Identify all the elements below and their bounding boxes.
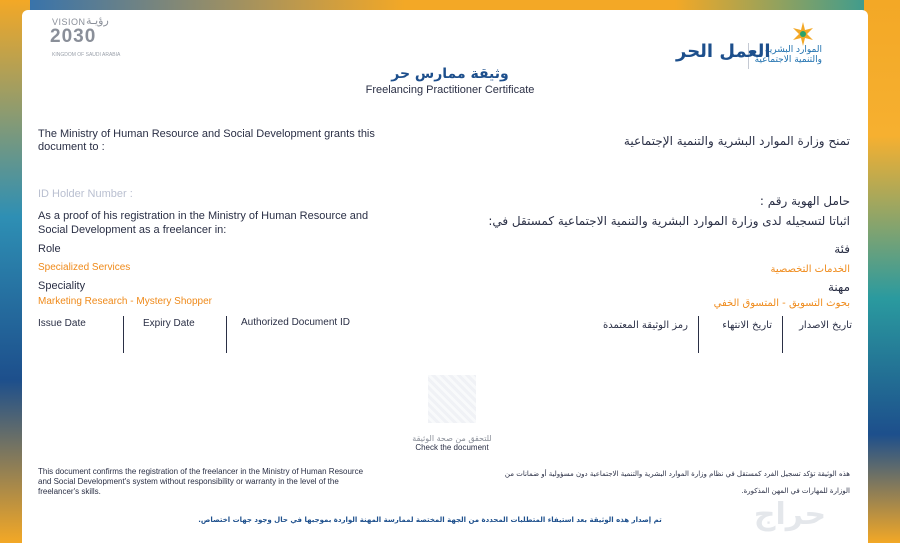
title-english: Freelancing Practitioner Certificate — [365, 84, 535, 96]
disclaimer-en-2: and Social Development's system without responsibility or warranty in the level of the — [38, 477, 339, 486]
ministry-star-icon — [786, 21, 820, 47]
proof-en-2: Social Development as a freelancer in: — [38, 224, 227, 236]
vision-label: VISION — [52, 17, 86, 27]
grants-en-2: document to : — [38, 141, 105, 153]
speciality-value-en: Marketing Research - Mystery Shopper — [38, 296, 212, 307]
vision-year: 2030 — [50, 26, 97, 47]
disclaimer-ar: هذه الوثيقة تؤكد تسجيل الفرد كمستقل في نظام وزارة الموارد البشرية والتنمية الاجتماعية دون مسؤولية أو ضمانات من — [504, 470, 850, 478]
verify-label-ar: للتحقق من صحة الوثيقة — [412, 434, 492, 443]
watermark-text: حراج — [753, 497, 827, 532]
id-holder-ar: حامل الهوية رقم : — [759, 194, 850, 208]
id-holder-en: ID Holder Number : — [38, 188, 133, 200]
title-arabic: وثيقة ممارس حر — [391, 66, 509, 82]
vision-arabic: رؤيـة — [86, 14, 109, 27]
vision-kingdom: KINGDOM OF SAUDI ARABIA — [52, 52, 121, 58]
grants-ar: تمنح وزارة الموارد البشرية والتنمية الإجتماعية — [623, 134, 850, 148]
freelance-logo: العمل الحر — [676, 41, 771, 62]
disclaimer-en: This document confirms the registration of the freelancer in the Ministry of Human Resource — [38, 467, 364, 476]
role-label-en: Role — [38, 243, 61, 255]
role-value-ar: الخدمات التخصصية — [770, 264, 850, 275]
divider — [698, 316, 699, 353]
doc-id-label-en: Authorized Document ID — [241, 317, 350, 328]
expiry-date-label-ar: تاريخ الانتهاء — [722, 320, 772, 331]
role-value-en: Specialized Services — [38, 262, 131, 273]
divider — [782, 316, 783, 353]
divider — [123, 316, 124, 353]
speciality-label-en: Speciality — [38, 280, 86, 292]
role-label-ar: فئة — [834, 242, 850, 256]
proof-en: As a proof of his registration in the Ministry of Human Resource and — [38, 210, 369, 222]
doc-id-label-ar: رمز الوثيقة المعتمدة — [603, 320, 688, 331]
divider — [226, 316, 227, 353]
grants-en: The Ministry of Human Resource and Social Development grants this — [38, 128, 375, 140]
watermark-logo — [690, 497, 890, 537]
ministry-logo-text: الموارد البشرية والتنمية الاجتماعية — [754, 45, 822, 65]
expiry-date-label-en: Expiry Date — [143, 318, 195, 329]
proof-ar: اثباتا لتسجيله لدى وزارة الموارد البشرية والتنمية الاجتماعية كمستقل في: — [488, 214, 850, 228]
issue-date-label-en: Issue Date — [38, 318, 86, 329]
verify-label-en: Check the document — [415, 443, 489, 452]
footer-ar: تم إصدار هذه الوثيقة بعد استيفاء المتطلبات المحددة من الجهة المختصة لممارسة المهنة الواردة بموجبها في حال وجود جهات اختصاص. — [198, 516, 662, 524]
right-stripe — [864, 0, 900, 543]
qr-code[interactable] — [428, 375, 476, 423]
speciality-label-ar: مهنة — [827, 280, 850, 294]
disclaimer-en-3: freelancer's skills. — [38, 487, 101, 496]
issue-date-label-ar: تاريخ الاصدار — [799, 320, 852, 331]
disclaimer-ar-2: الوزارة للمهارات في المهن المذكورة. — [741, 487, 850, 495]
speciality-value-ar: بحوث التسويق - المتسوق الخفي — [713, 298, 850, 309]
